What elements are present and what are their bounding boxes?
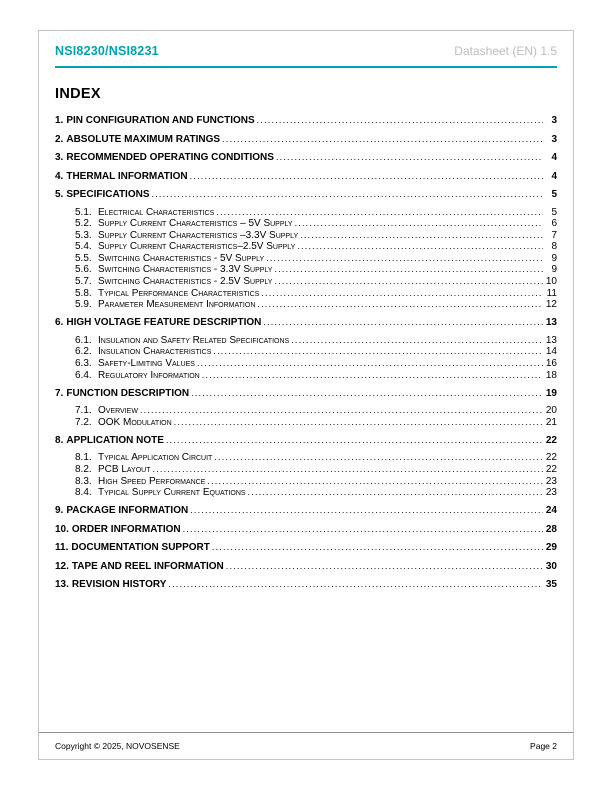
toc-entry-page: 24: [545, 505, 557, 517]
toc-entry-number: 7.1.: [75, 405, 92, 417]
toc-dot-leader: [190, 170, 543, 183]
page-content: [39, 31, 573, 591]
toc-entry-number: 5.7.: [75, 276, 92, 288]
toc-entry-label: High Speed Performance: [98, 475, 206, 487]
toc-entry-label: HIGH VOLTAGE FEATURE DESCRIPTION: [66, 317, 262, 329]
toc-entry-label: Supply Current Characteristics –3.3V Supply: [98, 229, 299, 241]
toc-entry-label: Regulatory Information: [98, 369, 200, 381]
toc-entry-number: 3.: [55, 152, 64, 163]
toc-entry-6-2[interactable]: [55, 346, 557, 358]
toc-entry-label: Typical Supply Current Equations: [98, 487, 246, 499]
toc-dot-leader: [191, 387, 543, 400]
toc-entry-number: 6.: [55, 317, 64, 329]
toc-entry-label: THERMAL INFORMATION: [66, 170, 188, 182]
toc-entry-page: 18: [545, 369, 557, 381]
toc-entry-5-9[interactable]: [55, 299, 557, 311]
toc-entry-number: 5.2.: [75, 218, 92, 230]
toc-entry-page: 8: [551, 241, 557, 253]
toc-entry-number: 5.3.: [75, 229, 92, 241]
toc-entry-5-5[interactable]: [55, 253, 557, 265]
toc-entry-number: 6.3.: [75, 358, 92, 370]
toc-entry-number: 6.1.: [75, 334, 92, 346]
toc-dot-leader: [140, 405, 543, 417]
toc-entry-page: 9: [551, 252, 557, 264]
toc-dot-leader: [248, 487, 543, 499]
toc-entry-6[interactable]: [55, 316, 557, 329]
toc-entry-number: 9.: [55, 505, 64, 517]
toc-entry-7-2[interactable]: [55, 417, 557, 429]
toc-entry-page: 14: [545, 346, 557, 358]
toc-entry-page: 30: [545, 560, 557, 572]
toc-entry-label: Parameter Measurement Information: [98, 299, 256, 311]
toc-entry-page: 4: [551, 170, 557, 182]
toc-entry-label: ORDER INFORMATION: [71, 523, 181, 535]
toc-entry-page: 9: [551, 264, 557, 276]
toc-entry-page: 28: [545, 523, 557, 535]
toc-dot-leader: [212, 541, 543, 554]
toc-dot-leader: [300, 230, 543, 242]
toc-entry-label: TAPE AND REEL INFORMATION: [71, 560, 224, 572]
toc-dot-leader: [274, 276, 543, 288]
page-number: Page 2: [530, 741, 557, 751]
toc-entry-number: 8.1.: [75, 452, 92, 464]
toc-entry-8-3[interactable]: [55, 476, 557, 488]
toc-entry-page: 13: [545, 334, 557, 346]
toc-entry-6-1[interactable]: [55, 335, 557, 347]
toc-entry-page: 3: [551, 115, 557, 126]
toc-entry-number: 2.: [55, 133, 64, 145]
toc-entry-9[interactable]: [55, 504, 557, 517]
toc-entry-number: 13.: [55, 579, 69, 591]
toc-entry-number: 5.: [55, 189, 64, 200]
toc-entry-label: PIN CONFIGURATION AND FUNCTIONS: [66, 115, 255, 126]
toc-entry-label: Safety-Limiting Values: [98, 358, 195, 370]
toc-entry-page: 22: [545, 434, 557, 446]
toc-entry-6-3[interactable]: [55, 358, 557, 370]
toc-entry-label: RECOMMENDED OPERATING CONDITIONS: [66, 152, 274, 163]
toc-entry-page: 6: [551, 218, 557, 230]
toc-entry-number: 5.1.: [75, 206, 92, 218]
toc-entry-8-4[interactable]: [55, 487, 557, 499]
toc-dot-leader: [202, 370, 543, 382]
toc-dot-leader: [207, 476, 543, 488]
toc-entry-7-1[interactable]: [55, 405, 557, 417]
toc-entry-label: Switching Characteristics - 2.5V Supply: [98, 276, 273, 288]
toc-dot-leader: [276, 151, 543, 164]
toc-entry-number: 11.: [55, 542, 69, 554]
toc-entry-page: 11: [546, 287, 557, 299]
toc-entry-label: PACKAGE INFORMATION: [66, 505, 189, 517]
toc-entry-page: 4: [551, 152, 557, 163]
toc-entry-page: 21: [545, 416, 557, 428]
toc-entry-number: 6.4.: [75, 369, 92, 381]
toc-entry-5[interactable]: [55, 188, 557, 201]
toc-dot-leader: [295, 218, 543, 230]
toc-entry-page: 29: [545, 542, 557, 554]
toc-entry-11[interactable]: [55, 541, 557, 554]
toc-entry-5-7[interactable]: [55, 276, 557, 288]
toc-dot-leader: [213, 346, 543, 358]
toc-entry-page: 13: [545, 317, 557, 329]
toc-entry-label: FUNCTION DESCRIPTION: [66, 387, 190, 399]
toc-entry-label: DOCUMENTATION SUPPORT: [71, 542, 210, 554]
toc-dot-leader: [261, 288, 543, 300]
toc-dot-leader: [257, 114, 543, 127]
toc-entry-label: Switching Characteristics - 5V Supply: [98, 252, 265, 264]
toc-entry-8-1[interactable]: [55, 452, 557, 464]
toc-dot-leader: [190, 504, 543, 517]
toc-entry-number: 6.2.: [75, 346, 92, 358]
toc-entry-label: Insulation and Safety Related Specifications: [98, 334, 290, 346]
toc-entry-number: 5.4.: [75, 241, 92, 253]
toc-entry-7[interactable]: [55, 387, 557, 400]
toc-dot-leader: [152, 188, 544, 201]
copyright-text: Copyright © 2025, NOVOSENSE: [55, 741, 180, 751]
toc-entry-label: REVISION HISTORY: [71, 579, 167, 591]
toc-entry-5-8[interactable]: [55, 288, 557, 300]
toc-entry-8-2[interactable]: [55, 464, 557, 476]
toc-entry-page: 23: [545, 475, 557, 487]
toc-entry-number: 4.: [55, 170, 64, 182]
toc-entry-page: 7: [551, 229, 557, 241]
toc-entry-page: 12: [545, 299, 557, 311]
toc-entry-page: 20: [545, 405, 557, 417]
toc-entry-label: Overview: [98, 405, 138, 417]
toc-entry-number: 5.9.: [75, 299, 92, 311]
toc-entry-5-2[interactable]: [55, 218, 557, 230]
toc-entry-2[interactable]: [55, 133, 557, 146]
toc-entry-number: 7.2.: [75, 416, 92, 428]
toc-entry-4[interactable]: [55, 170, 557, 183]
toc-entry-number: 7.: [55, 387, 64, 399]
toc-entry-label: OOK Modulation: [98, 416, 172, 428]
toc-entry-number: 1.: [55, 115, 64, 126]
toc-entry-label: Insulation Characteristics: [98, 346, 212, 358]
page-footer: [39, 732, 573, 759]
toc-dot-leader: [257, 299, 543, 311]
toc-entry-number: 8.3.: [75, 475, 92, 487]
toc-entry-page: 10: [545, 276, 557, 288]
toc-entry-page: 5: [551, 189, 557, 200]
toc-entry-5-6[interactable]: [55, 264, 557, 276]
header-rule: [55, 66, 557, 68]
toc-entry-label: APPLICATION NOTE: [66, 434, 164, 446]
toc-dot-leader: [153, 464, 544, 476]
toc-entry-8[interactable]: [55, 434, 557, 447]
toc-entry-1[interactable]: [55, 114, 557, 127]
toc-dot-leader: [274, 264, 543, 276]
toc-entry-number: 12.: [55, 560, 69, 572]
toc-dot-leader: [166, 434, 543, 447]
toc-entry-label: PCB Layout: [98, 464, 151, 475]
toc-entry-number: 8.2.: [75, 464, 92, 475]
toc-entry-page: 23: [545, 487, 557, 499]
toc-entry-page: 16: [545, 358, 557, 370]
toc-entry-page: 5: [551, 206, 557, 218]
toc-entry-6-4[interactable]: [55, 370, 557, 382]
toc-entry-number: 5.6.: [75, 264, 92, 276]
toc-list: [55, 114, 557, 591]
toc-entry-number: 5.8.: [75, 287, 92, 299]
toc-entry-5-1[interactable]: [55, 207, 557, 219]
toc-dot-leader: [291, 335, 543, 347]
toc-entry-label: Switching Characteristics - 3.3V Supply: [98, 264, 273, 276]
toc-dot-leader: [266, 253, 543, 265]
toc-dot-leader: [214, 452, 543, 464]
toc-entry-5-4[interactable]: [55, 241, 557, 253]
toc-dot-leader: [263, 316, 543, 329]
toc-dot-leader: [222, 133, 543, 146]
toc-entry-label: Supply Current Characteristics–2.5V Supply: [98, 241, 296, 253]
toc-entry-label: SPECIFICATIONS: [66, 189, 150, 200]
toc-dot-leader: [174, 417, 543, 429]
toc-dot-leader: [226, 560, 543, 573]
toc-entry-12[interactable]: [55, 560, 557, 573]
toc-entry-page: 22: [545, 452, 557, 464]
toc-entry-number: 5.5.: [75, 252, 92, 264]
toc-entry-label: Typical Application Circuit: [98, 452, 213, 464]
toc-entry-number: 10.: [55, 523, 69, 535]
part-number: NSI8230/NSI8231: [55, 44, 159, 58]
toc-dot-leader: [197, 358, 543, 370]
doc-version-label: Datasheet (EN) 1.5: [454, 44, 557, 58]
toc-dot-leader: [183, 523, 543, 536]
toc-entry-page: 35: [545, 579, 557, 591]
toc-entry-number: 8.: [55, 434, 64, 446]
page-header: [55, 31, 557, 66]
toc-dot-leader: [168, 578, 543, 591]
toc-entry-label: ABSOLUTE MAXIMUM RATINGS: [66, 133, 221, 145]
toc-entry-3[interactable]: [55, 151, 557, 164]
toc-entry-label: Electrical Characteristics: [98, 206, 215, 218]
toc-entry-label: Typical Performance Characteristics: [98, 287, 260, 299]
toc-entry-page: 3: [551, 133, 557, 145]
index-title: INDEX: [55, 86, 101, 102]
toc-entry-number: 8.4.: [75, 487, 92, 499]
toc-dot-leader: [297, 241, 543, 253]
toc-entry-label: Supply Current Characteristics – 5V Supply: [98, 218, 293, 230]
page-border: [38, 30, 574, 760]
toc-entry-page: 19: [545, 387, 557, 399]
toc-entry-page: 22: [545, 464, 557, 475]
toc-dot-leader: [216, 207, 543, 219]
toc-entry-10[interactable]: [55, 523, 557, 536]
toc-entry-13[interactable]: [55, 578, 557, 591]
toc-entry-5-3[interactable]: [55, 230, 557, 242]
